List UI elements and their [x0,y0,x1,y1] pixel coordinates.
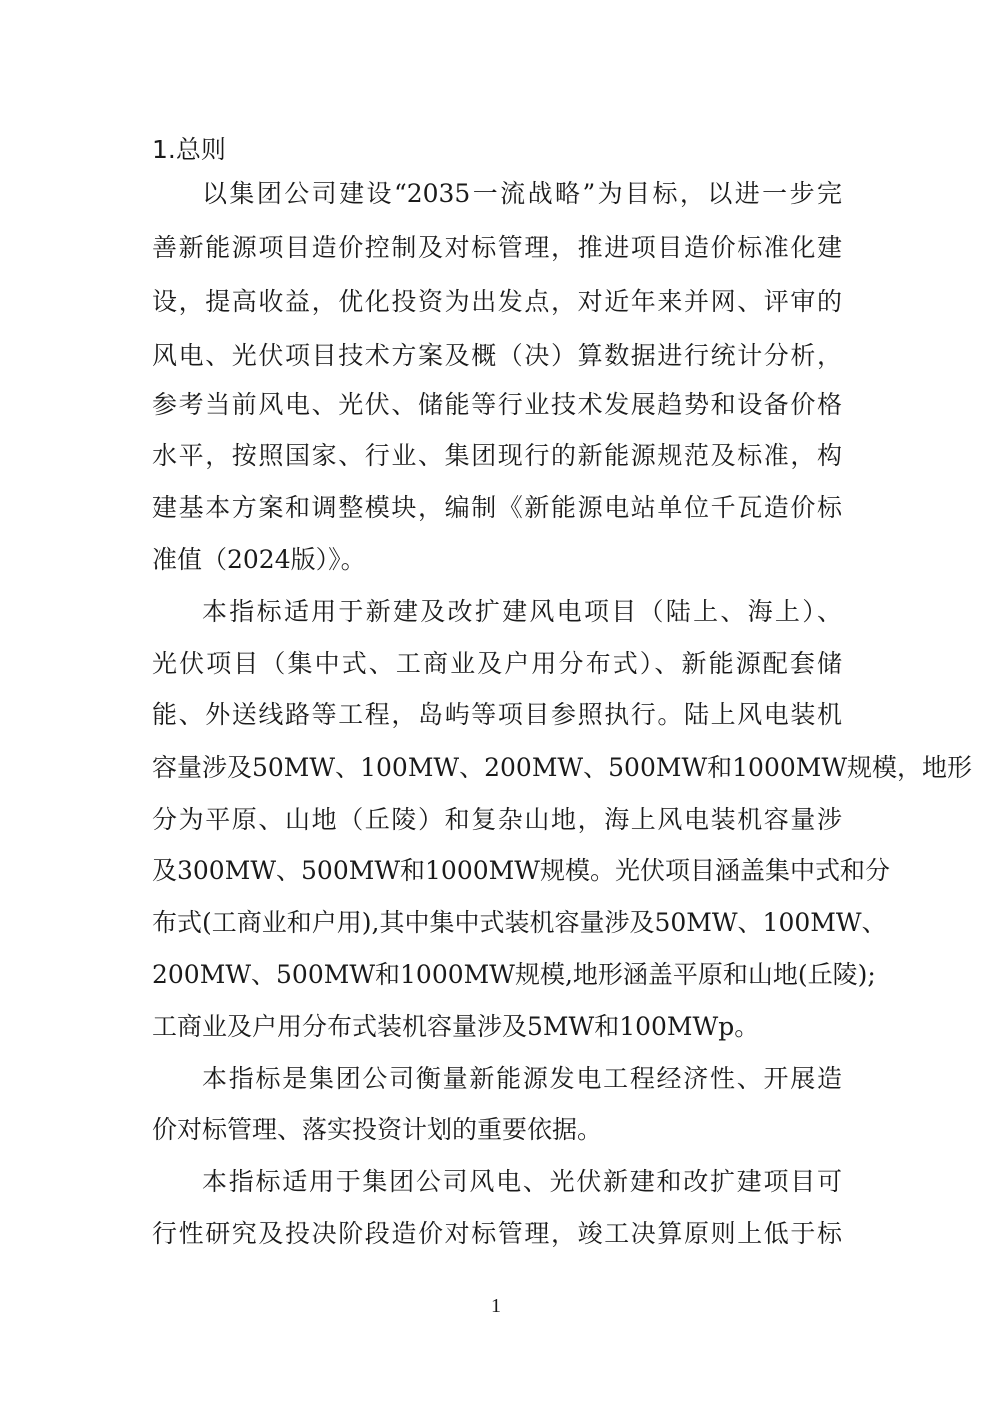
page-number: 1 [491,1295,501,1317]
paragraph-2-line-1: 本指标适用于新建及改扩建风电项目（陆上、海上）、 [202,597,842,626]
paragraph-1-line-7: 建基本方案和调整模块，编制《新能源电站单位千瓦造价标 [152,493,842,522]
paragraph-1-line-3: 设，提高收益，优化投资为出发点，对近年来并网、评审的 [152,287,842,316]
paragraph-1-line-8: 准值（2024版）》。 [152,545,366,574]
paragraph-2-line-5: 分为平原、山地（丘陵）和复杂山地，海上风电装机容量涉 [152,805,842,834]
paragraph-1-line-2: 善新能源项目造价控制及对标管理，推进项目造价标准化建 [152,233,842,262]
paragraph-4-line-2: 行性研究及投决阶段造价对标管理，竣工决算原则上低于标 [152,1219,842,1248]
paragraph-1-line-6: 水平，按照国家、行业、集团现行的新能源规范及标准，构 [152,441,842,470]
paragraph-2-line-9: 工商业及户用分布式装机容量涉及5MW和100MWp。 [152,1012,760,1041]
paragraph-1-line-4: 风电、光伏项目技术方案及概（决）算数据进行统计分析， [152,341,842,370]
paragraph-2-line-8: 200MW、500MW和1000MW规模,地形涵盖平原和山地(丘陵); [152,960,876,989]
paragraph-3-line-1: 本指标是集团公司衡量新能源发电工程经济性、开展造 [202,1064,842,1093]
paragraph-3-line-2: 价对标管理、落实投资计划的重要依据。 [152,1115,603,1144]
paragraph-2-line-6: 及300MW、500MW和1000MW规模。光伏项目涵盖集中式和分 [152,856,890,885]
paragraph-2-line-4: 容量涉及50MW、100MW、200MW、500MW和1000MW规模，地形 [152,753,973,782]
paragraph-4-line-1: 本指标适用于集团公司风电、光伏新建和改扩建项目可 [202,1167,842,1196]
paragraph-1-line-1: 以集团公司建设“2035一流战略”为目标，以进一步完 [202,179,842,208]
paragraph-2-line-7: 布式(工商业和户用),其中集中式装机容量涉及50MW、100MW、 [152,908,887,937]
paragraph-1-line-5: 参考当前风电、光伏、储能等行业技术发展趋势和设备价格 [152,390,842,419]
section-heading: 1.总则 [152,135,226,164]
paragraph-2-line-3: 能、外送线路等工程，岛屿等项目参照执行。陆上风电装机 [152,700,842,729]
paragraph-2-line-2: 光伏项目（集中式、工商业及户用分布式）、新能源配套储 [152,649,842,678]
